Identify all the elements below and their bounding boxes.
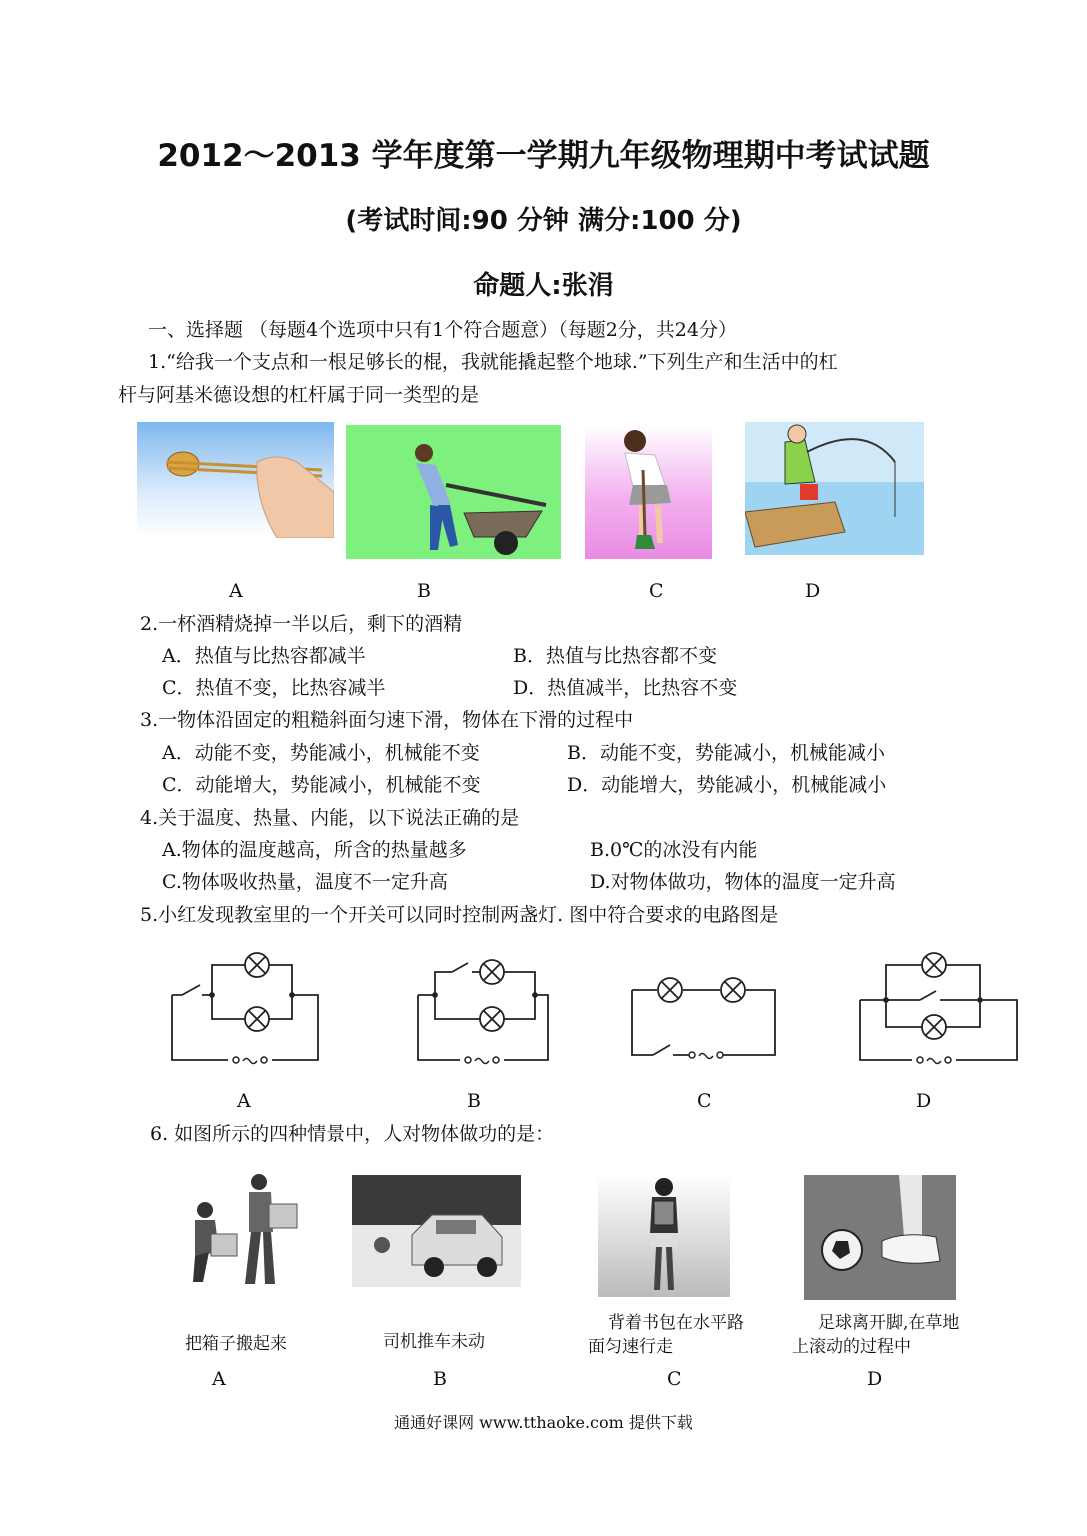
- exam-author: 命题人:张涓: [473, 271, 614, 301]
- q6-stem: 6. 如图所示的四种情景中，人对物体做功的是：: [150, 1123, 555, 1145]
- circuit-d: [860, 953, 1017, 1064]
- q6-label-c: C: [667, 1368, 682, 1390]
- car-in-snow-image: [352, 1175, 521, 1287]
- q5-label-b: B: [467, 1090, 481, 1112]
- q2-option-a: A．热值与比热容都减半: [162, 645, 366, 667]
- q3-option-a: A．动能不变，势能减小，机械能不变: [162, 742, 480, 764]
- q6-caption-a: 把箱子搬起来: [185, 1334, 287, 1354]
- q2-option-c: C．热值不变，比热容减半: [162, 677, 386, 699]
- q5-label-c: C: [697, 1090, 712, 1112]
- q3-option-b: B．动能不变，势能减小，机械能减小: [567, 742, 885, 764]
- exam-title: 2012～2013 学年度第一学期九年级物理期中考试试题: [157, 138, 930, 174]
- lifting-box-image: [175, 1172, 303, 1292]
- q5-stem: 5.小红发现教室里的一个开关可以同时控制两盏灯. 图中符合要求的电路图是: [140, 904, 779, 926]
- circuit-a: [172, 953, 318, 1064]
- q2-stem: 2.一杯酒精烧掉一半以后，剩下的酒精: [140, 613, 463, 635]
- q1-label-b: B: [417, 580, 431, 602]
- page-footer: 通通好课网 www.tthaoke.com 提供下载: [394, 1413, 693, 1432]
- q3-stem: 3.一物体沿固定的粗糙斜面匀速下滑，物体在下滑的过程中: [140, 709, 634, 731]
- q5-label-d: D: [916, 1090, 932, 1112]
- q6-caption-d: 足球离开脚,在草地上滚动的过程中: [792, 1313, 960, 1357]
- q2-option-d: D．热值减半，比热容不变: [513, 677, 738, 699]
- q6-label-a: A: [212, 1368, 226, 1390]
- q1-label-d: D: [805, 580, 821, 602]
- q4-option-a: A.物体的温度越高，所含的热量越多: [162, 839, 467, 861]
- q5-label-a: A: [237, 1090, 251, 1112]
- backpack-walker-image: [598, 1175, 730, 1297]
- q4-option-c: C.物体吸收热量，温度不一定升高: [162, 871, 448, 893]
- q1-label-c: C: [649, 580, 664, 602]
- q3-option-d: D．动能增大，势能减小，机械能减小: [567, 774, 887, 796]
- q6-caption-c: 背着书包在水平路面匀速行走: [588, 1313, 744, 1357]
- exam-subtitle: (考试时间:90 分钟 满分:100 分): [345, 206, 742, 236]
- q1-label-a: A: [229, 580, 243, 602]
- q1-stem-line1: 1.“给我一个支点和一根足够长的棍，我就能撬起整个地球.”下列生产和生活中的杠: [148, 351, 838, 373]
- circuit-diagrams: [160, 945, 1030, 1075]
- section-heading: 一、选择题 （每题4个选项中只有1个符合题意）（每题2分，共24分）: [148, 319, 737, 341]
- q6-label-b: B: [433, 1368, 447, 1390]
- sweeping-girl-image: [585, 425, 712, 559]
- q4-option-b: B.0℃的冰没有内能: [590, 839, 758, 861]
- q6-caption-b: 司机推车未动: [383, 1332, 485, 1352]
- q4-option-d: D.对物体做功，物体的温度一定升高: [590, 871, 896, 893]
- chopsticks-image: [137, 422, 334, 538]
- q3-option-c: C．动能增大，势能减小，机械能不变: [162, 774, 481, 796]
- circuit-c: [632, 978, 775, 1059]
- q4-stem: 4.关于温度、热量、内能，以下说法正确的是: [140, 807, 520, 829]
- q2-option-b: B．热值与比热容都不变: [513, 645, 717, 667]
- circuit-b: [418, 960, 548, 1064]
- q6-label-d: D: [867, 1368, 883, 1390]
- fishing-image: [745, 422, 924, 555]
- football-kick-image: [804, 1175, 956, 1300]
- wheelbarrow-image: [346, 425, 561, 559]
- q1-stem-line2: 杆与阿基米德设想的杠杆属于同一类型的是: [118, 384, 480, 406]
